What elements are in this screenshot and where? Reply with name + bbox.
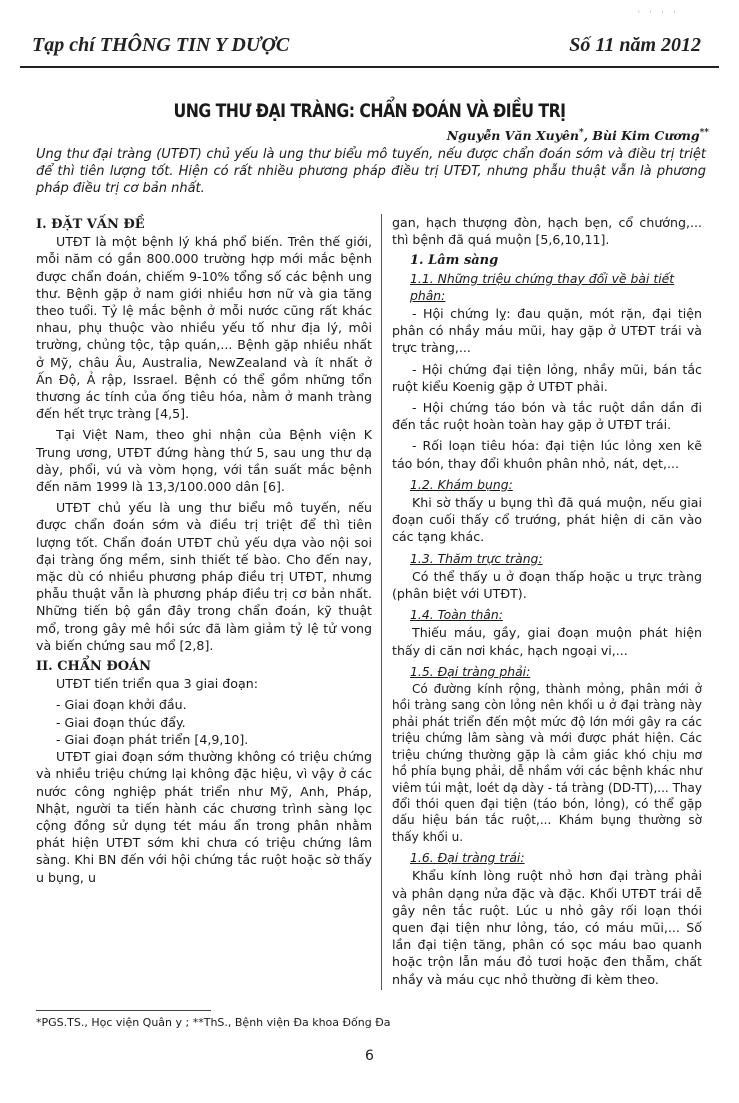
list-item: - Giai đoạn phát triển [4,9,10]. [56,731,249,747]
issue-label: Số 11 năm 2012 [569,34,701,56]
subsubsection-heading: 1.4. Toàn thân: [410,607,503,623]
author-1-mark: * [578,128,584,138]
journal-title: Tạp chí THÔNG TIN Y DƯỢC [32,34,290,56]
footnote: *PGS.TS., Học viện Quân y ; **ThS., Bệnh viện Đa khoa Đống Đa [36,1016,391,1029]
column-divider [381,214,382,990]
section-heading-1: I. ĐẶT VẤN ĐỀ [36,217,145,232]
subsubsection-heading: 1.5. Đại tràng phải: [410,663,531,679]
footnote-rule [36,1010,211,1011]
author-1: Nguyễn Văn Xuyên [446,128,579,144]
authors [447,128,709,143]
subsubsection-heading: 1.2. Khám bụng: [410,476,513,492]
list-item: - Giai đoạn thúc đẩy. [56,714,186,730]
paragraph: UTĐT chủ yếu là ung thư biểu mô tuyến, nếu được chẩn đoán sớm và điều trị triệt để thì tiên lượng tốt. Chẩn đoán UTĐT chủ yếu dựa vào nội soi đại tràng ống mềm, sinh thiết tế bào. Cho đến nay, mặc dù có nhiều phương pháp điều trị UTĐT, nhưng phẫu thuật vẫn là phương pháp điều trị cơ bản nhất. Những tiến bộ gần đây trong chẩn đoán, kỹ thuật mổ, trong gây mê hồi sức đã làm giảm tỷ lệ tử vong và biến chứng sau mổ [2,8]. [36,500,372,653]
subsubsection-heading: 1.6. Đại tràng trái: [410,850,525,866]
left-column [36,214,372,890]
section-heading-2: II. CHẨN ĐOÁN [36,659,151,675]
list-item: - Giai đoạn khởi đầu. [56,697,187,713]
paragraph: UTĐT là một bệnh lý khá phổ biến. Trên thế giới, mỗi năm có gần 800.000 trường hợp mới mắc bệnh được chẩn đoán, chiếm 9-10% tổng số các bệnh ung thư. Bệnh gặp ở nam giới nhiều hơn nữ và gia tăng theo tuổi. Tỷ lệ mắc bệnh ở mỗi nước cũng rất khác nhau, phụ thuộc vào nhiều yếu tố như địa lý, môi trường, chủng tộc, tập quán,... Bệnh gặp nhiều nhất ở Mỹ, châu Âu, Australia, NewZealand và ít nhất ở Ấn Độ, Ả rập, Issrael. Bệnh có thể gồm những tổn thương ác tính của ống tiêu hóa, nằm ở manh tràng đến hết trực tràng [4,5]. [36,234,372,422]
bullet-item: - Hội chứng lỵ: đau quặn, mót rặn, đại tiện phân có nhầy máu mũi, hay gặp ở UTĐT trái và trực tràng,... [392,306,702,356]
header-rule [20,66,719,68]
paragraph: Có thể thấy u ở đoạn thấp hoặc u trực tràng (phân biệt với UTĐT). [392,568,702,602]
paragraph: gan, hạch thượng đòn, hạch bẹn, cổ chướng,... thì bệnh đã quá muộn [5,6,10,11]. [392,215,702,248]
paragraph: UTĐT giai đoạn sớm thường không có triệu chứng và nhiều triệu chứng lại không đặc hiệu, vì vậy ở các nước công nghiệp phát triển như Mỹ, Anh, Pháp, Nhật, người ta tiến hành các chương trình sàng lọc cộng đồng sử dụng tét máu ẩn trong phân nhằm phát hiện UTĐT sớm khi chưa có triệu chứng lâm sàng. Khi BN đến với hội chứng tắc ruột hoặc sờ thấy u bụng, u [36,749,372,885]
paragraph: Thiếu máu, gầy, giai đoạn muộn phát hiện thấy di căn nơi khác, hạch ngoại vi,... [392,625,702,658]
paragraph: Khi sờ thấy u bụng thì đã quá muộn, nếu giai đoạn cuối thấy cổ trướng, phát hiện di căn vào các tạng khác. [392,495,702,545]
right-column [392,214,702,992]
abstract: Ung thư đại tràng (UTĐT) chủ yếu là ung thư biểu mô tuyến, nếu được chẩn đoán sớm và điều trị triệt để thì tiên lượng tốt. Hiện có rất nhiều phương pháp điều trị UTĐT, nhưng phẫu thuật vẫn là phương pháp điều trị cơ bản nhất. [36,147,706,196]
bullet-item: - Hội chứng đại tiện lỏng, nhầy mũi, bán tắc ruột kiểu Koenig gặp ở UTĐT phải. [392,361,702,394]
paragraph: Khẩu kính lòng ruột nhỏ hơn đại tràng phải và phân dạng nửa đặc và đặc. Khối UTĐT trái dễ gây nên tắc ruột. Lúc u nhỏ gây rối loạn thói quen đại tiện như lỏng, táo, có máu mũi,... Số lần đại tiện tăng, phân có sọc máu bao quanh hoặc trộn lẫn máu đỏ tươi hoặc đen thẫm, chất nhầy và máu cục nhỏ thường đi kèm theo. [392,868,702,987]
article-title: UNG THƯ ĐẠI TRÀNG: CHẨN ĐOÁN VÀ ĐIỀU TRỊ [173,100,566,122]
bullet-item: - Rối loạn tiêu hóa: đại tiện lúc lỏng xen kẽ táo bón, thay đổi khuôn phân nhỏ, nát, dẹt,... [392,438,702,471]
subsubsection-heading: 1.1. Những triệu chứng thay đổi về bài tiết phân: [410,270,675,303]
author-2: Bùi Kim Cương [592,128,700,144]
subsection-heading: 1. Lâm sàng [410,253,499,269]
paragraph: UTĐT tiến triển qua 3 giai đoạn: [56,676,258,692]
author-separator: , [583,128,593,144]
paragraph: Tại Việt Nam, theo ghi nhận của Bệnh viện K Trung ương, UTĐT đứng hàng thứ 5, sau ung thư dạ dày, phổi, vú và vòm họng, với tần suất mắc bệnh đến năm 1999 là 13,3/100.000 dân [6]. [36,427,372,495]
page-number: 6 [365,1048,374,1064]
paragraph: Có đường kính rộng, thành mỏng, phân mới ở hồi tràng sang còn lỏng nên khối u ở đại tràng này phải phát triển đến một mức độ lớn mới gây ra các triệu chứng lâm sàng và mới được phát hiện. Các triệu chứng thường gặp là cảm giác khó chịu mơ hồ phía bụng phải, dễ nhầm với các bệnh khác như viêm túi mật, loét dạ dày - tá tràng (DD-TT),... Thay đổi thói quen đại tiện (táo bón, lỏng), có thể gặp dấu hiệu bán tắc ruột,... Khám bụng thường sờ thấy khối u. [392,682,702,844]
scan-smudge: ˈ ˈ ˈ ˈ [637,10,679,21]
bullet-item: - Hội chứng táo bón và tắc ruột dần dần đi đến tắc ruột hoàn toàn hay gặp ở UTĐT trái. [392,400,702,433]
author-2-mark: ** [699,128,709,138]
subsubsection-heading: 1.3. Thăm trực tràng: [410,550,543,566]
running-header [20,34,719,64]
